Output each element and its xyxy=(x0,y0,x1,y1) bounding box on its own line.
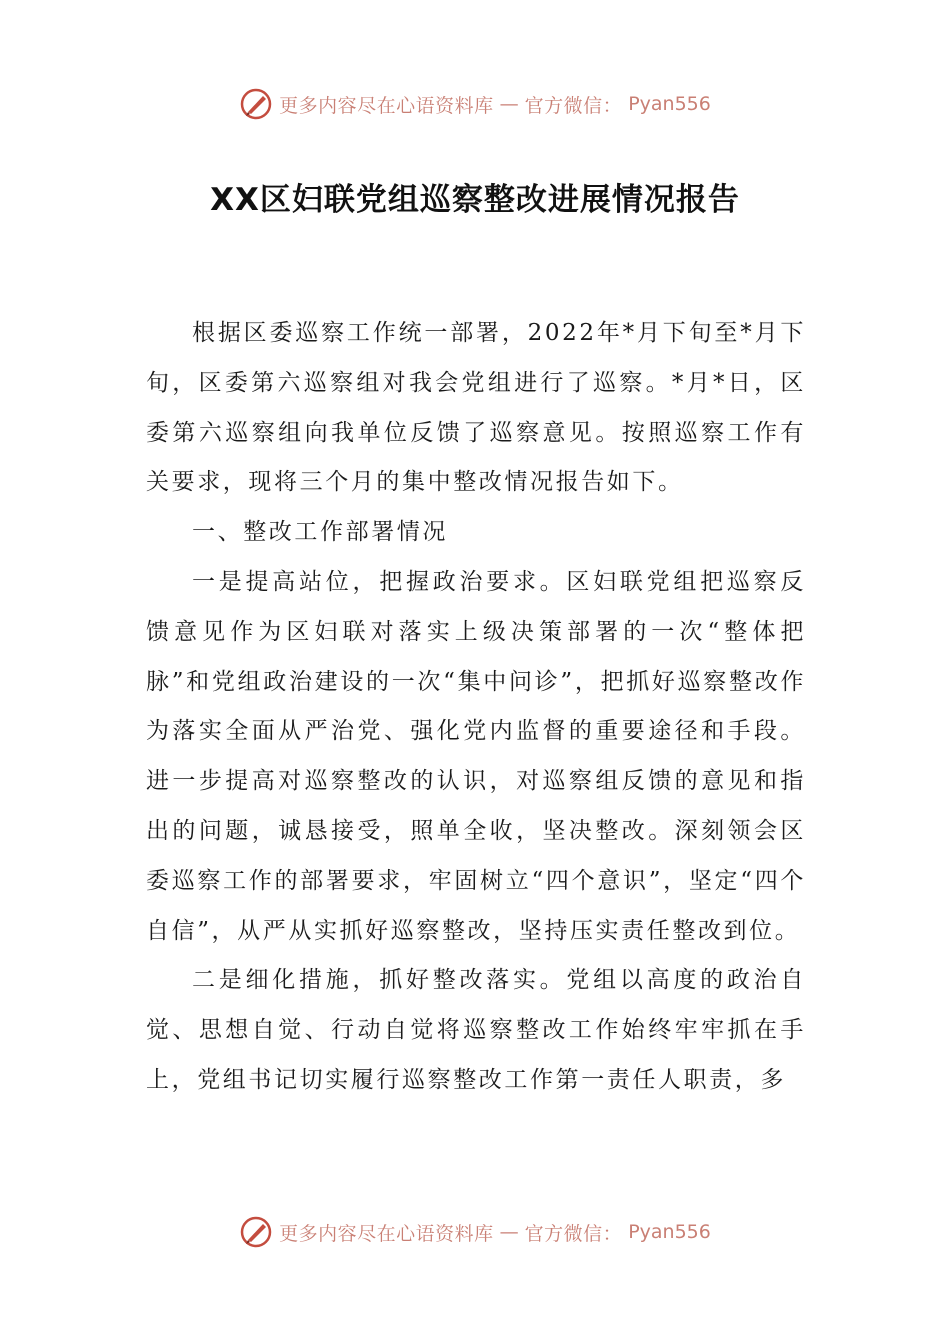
watermark-wechat-id: Pyan556 xyxy=(628,1221,711,1243)
section-heading-1: 一、整改工作部署情况 xyxy=(192,519,448,546)
paragraph-intro: 根据区委巡察工作统一部署，2022年*月下旬至*月下旬，区委第六巡察组对我会党组进行了巡察。*月*日，区委第六巡察组向我单位反馈了巡察意见。按照巡察工作有关要求，现将三个月的集中整改情况报告如下。 xyxy=(146,320,806,496)
watermark-separator: — xyxy=(499,93,519,115)
pen-logo-icon xyxy=(239,87,273,121)
watermark-wechat-id: Pyan556 xyxy=(628,93,711,115)
document-body xyxy=(146,309,806,1106)
watermark-label: 官方微信： xyxy=(524,1222,623,1245)
paragraph-point-1: 一是提高站位，把握政治要求。区妇联党组把巡察反馈意见作为区妇联对落实上级决策部署的一次“整体把脉”和党组政治建设的一次“集中问诊”，把抓好巡察整改作为落实全面从严治党、强化党内监督的重要途径和手段。进一步提高对巡察整改的认识，对巡察组反馈的意见和指出的问题，诚恳接受，照单全收，坚决整改。深刻领会区委巡察工作的部署要求，牢固树立“四个意识”，坚定“四个自信”，从严从实抓好巡察整改，坚持压实责任整改到位。 xyxy=(146,568,806,944)
watermark-separator: — xyxy=(499,1221,519,1243)
footer-watermark xyxy=(0,1212,950,1252)
paragraph-point-2: 二是细化措施，抓好整改落实。党组以高度的政治自觉、思想自觉、行动自觉将巡察整改工作始终牢牢抓在手上，党组书记切实履行巡察整改工作第一责任人职责，多 xyxy=(146,967,806,1093)
watermark-text: 更多内容尽在心语资料库 xyxy=(279,1222,494,1245)
watermark-label: 官方微信： xyxy=(524,94,623,117)
watermark-text: 更多内容尽在心语资料库 xyxy=(279,94,494,117)
pen-logo-icon xyxy=(239,1215,273,1249)
header-watermark xyxy=(0,84,950,124)
document-title: XX区妇联党组巡察整改进展情况报告 xyxy=(210,182,740,218)
